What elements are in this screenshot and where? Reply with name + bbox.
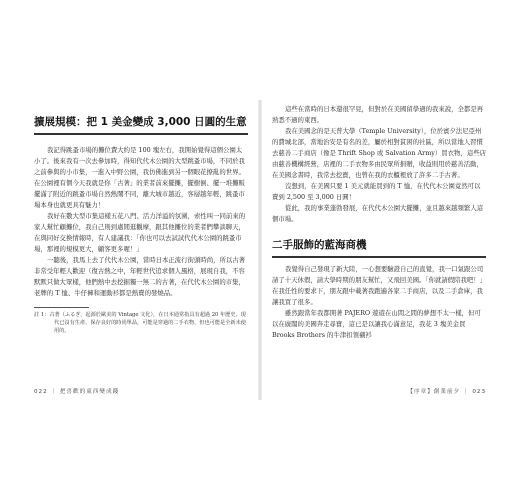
body-text [34,145,248,299]
left-page [34,100,248,340]
paragraph: 我記得跳蚤市場的攤位費大約是 100 塊左右，我開始覺得這個公園太小了。後來我有一次去參加時，得知代代木公園的大型跳蚤市場，不同於我之前參與的小市集，一進入中野公園，我仿佛進到另一個眼花撩亂的世界。在公園裡有個今天我就是你「古著」的業者前來擺攤，擺樹倒、擺一堆攤販擺滿了附近的跳蚤市場自然熱鬧不同，離大城市越近，客層越年輕，跳蚤市場本身也就更具有魅力！ [34,145,245,209]
paragraph: 我好在數大型市集這樣五花八門、活力洋溢的氛圍，索性叫一同前來的家人幫忙顧攤位，我自己則到處閒逛觀摩，跟其他攤位的業者們攀談聊天，在與同好交換情報時，有人建議我：「你也可以去試試代代木公園的跳蚤市場，那裡的規模更大，顧客更多喔！」 [34,211,246,253]
heading-underline [34,133,248,135]
footnote: 註 1：古著（ふるぎ，起源於歐美的 Vintage 文化），在日本通常指具有超過 20 年歷史、現代已沒有生產、保存良好的時尚單品，可能是穿過的二手衣物，但也可能是全新未使用的。 [34,312,246,335]
paragraph: 雖然跟當年我都開著 PAJERO 遊遊在山間之間的夢想不太一樣，但可以在廣闊的美國奔走尋寶，這已是以讓我心滿意足，我花 3 塊美金買 Brooks Brothers 的牛津扣領襯衫 [272,308,481,339]
footnote-divider [34,307,89,308]
paragraph: 我覺得自己發現了新大陸，一心想要驗證自己的直覺，我一口氣跟公司請了十天休假，請大學時期的朋友幫忙，又飛回美國。「你就請假陪我吧！」在我任性的要求下，朋友跟中載著我跑遍各家二手商店，以及二手倉庫，我讓我買了很多。 [272,264,484,306]
section-heading: 二手服飾的藍海商機 [272,239,367,251]
heading-underline [272,256,486,258]
page-folio-right: 【序章】創業前夕 ｜ 023 [407,389,486,395]
section-heading: 擴展規模：把 1 美金變成 3,000 日圓的生意 [34,116,247,128]
paragraph: 一聽後，我馬上去了代代木公園，當時日本正流行街頭時尚，所以古著非常受年輕人歡迎（復古熱之中，年輕世代追求個人風格，展現自我，不容默默只做大眾樣，他們熱中去挖掘獨一無二的古著，在代代木公園的市集，老牌的 T 恤、牛仔褲和運動衫都是熱賣的發燒品。 [34,255,246,297]
right-page [272,100,486,341]
body-text-top [272,104,486,225]
paragraph: 從此，我的事業蓬勃發展，在代代木公園大擺攤，並且越來越頻繁人這個市場。 [272,204,484,223]
paragraph: 這些在當時的日本還很罕見，但對於在美國留學過的我來說，全都是再熟悉不過的東西。 [272,105,484,124]
page-folio-left: 022 ｜ 把喜歡的東西變成錢 [34,389,120,395]
book-gutter [258,100,262,400]
paragraph: 沒想到，在美國只要 1 美元就能買到的 T 恤，在代代木公園竟然可以賣到 2,500 至 3,000 日圓！ [272,182,481,201]
paragraph: 我在美國念的是天普大學（Temple University），位於賓夕法尼亞州的費城北部，當地治安是有名的差，屬於相對貧困的社區，所以當地人習慣去慈善二手商店（像是 Thrift Shop 或 Salvation Army）買衣物，這些店由慈善機構經營，店裡的二手衣物多由民眾所捐贈，收益則用於慈善活動，在美國念書時，我常去挖寶，也曾在我的衣櫃裡放了許多二手古著。 [272,127,486,179]
body-text-bottom [272,264,486,341]
